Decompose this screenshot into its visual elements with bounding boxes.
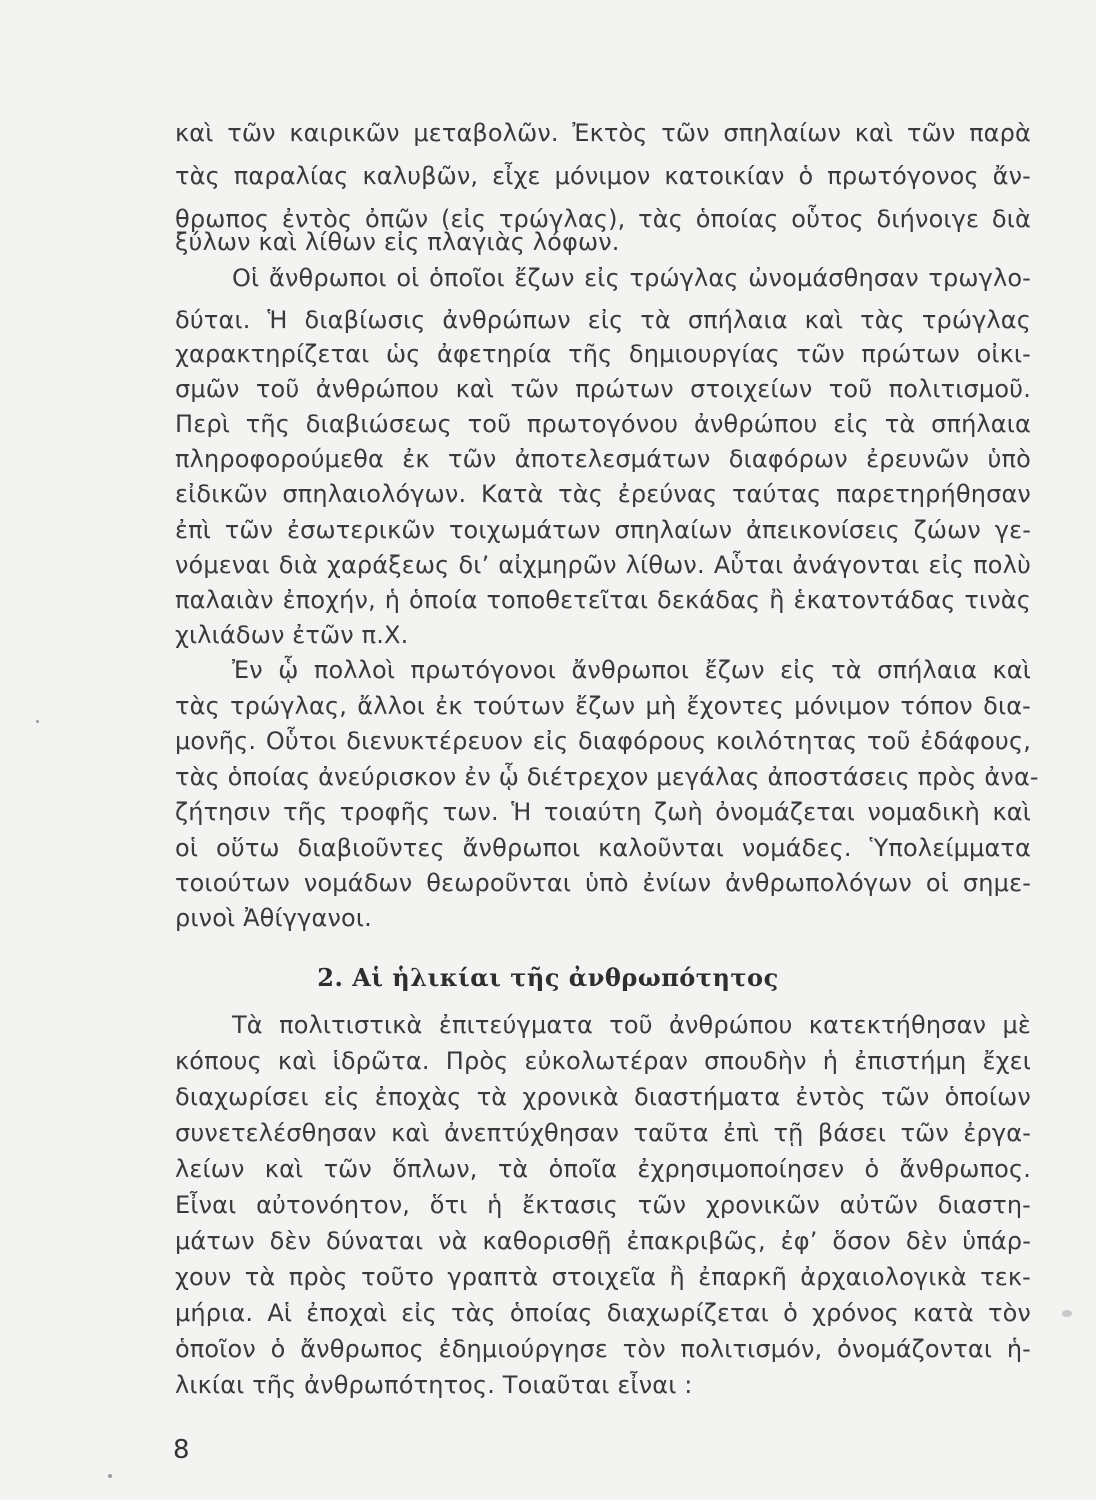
text-line: θρωπος ἐντὸς ὀπῶν (εἰς τρώγλας), τὰς ὁποίας οὗτος διήνοιγε διὰ: [175, 205, 1031, 233]
paper-speck: [36, 720, 39, 723]
text-line: πληροφορούμεθα ἐκ τῶν ἀποτελεσμάτων διαφόρων ἐρευνῶν ὑπὸ: [175, 445, 1031, 473]
text-line: ρινοὶ Ἀθίγγανοι.: [175, 904, 372, 932]
paper-speck: [108, 1474, 112, 1478]
text-line: Ἐν ᾧ πολλοὶ πρωτόγονοι ἄνθρωποι ἔζων εἰς τὰ σπήλαια καὶ: [232, 656, 1031, 684]
text-line: εἰδικῶν σπηλαιολόγων. Κατὰ τὰς ἐρεύνας ταύτας παρετηρήθησαν: [175, 480, 1031, 508]
text-line: νόμεναι διὰ χαράξεως δι’ αἰχμηρῶν λίθων. Αὗται ἀνάγονται εἰς πολὺ: [175, 551, 1031, 579]
text-line: μάτων δὲν δύναται νὰ καθορισθῇ ἐπακριβῶς, ἐφ’ ὅσον δὲν ὑπάρ-: [175, 1227, 1031, 1255]
text-line: Εἶναι αὐτονόητον, ὅτι ἡ ἔκτασις τῶν χρονικῶν αὐτῶν διαστη-: [175, 1191, 1031, 1219]
text-line: τὰς ὁποίας ἀνεύρισκον ἐν ᾧ διέτρεχον μεγάλας ἀποστάσεις πρὸς ἀνα-: [175, 763, 1039, 791]
text-line: οἱ οὕτω διαβιοῦντες ἄνθρωποι καλοῦνται νομάδες. Ὑπολείμματα: [175, 834, 1031, 862]
text-line: χιλιάδων ἐτῶν π.Χ.: [175, 621, 409, 649]
text-line: τὰς παραλίας καλυβῶν, εἶχε μόνιμον κατοικίαν ὁ πρωτόγονος ἄν-: [175, 162, 1031, 190]
page-number: 8: [173, 1435, 190, 1465]
text-line: ξύλων καὶ λίθων εἰς πλαγιὰς λόφων.: [175, 228, 620, 256]
text-line: παλαιὰν ἐποχήν, ἡ ὁποία τοποθετεῖται δεκάδας ἢ ἑκατοντάδας τινὰς: [175, 586, 1031, 614]
text-line: καὶ τῶν καιρικῶν μεταβολῶν. Ἐκτὸς τῶν σπηλαίων καὶ τῶν παρὰ: [175, 119, 1031, 147]
text-line: ζήτησιν τῆς τροφῆς των. Ἡ τοιαύτη ζωὴ ὀνομάζεται νομαδικὴ καὶ: [175, 798, 1031, 826]
text-line: μήρια. Αἱ ἐποχαὶ εἰς τὰς ὁποίας διαχωρίζεται ὁ χρόνος κατὰ τὸν: [175, 1299, 1031, 1327]
text-line: χαρακτηρίζεται ὡς ἀφετηρία τῆς δημιουργίας τῶν πρώτων οἰκι-: [175, 340, 1031, 368]
text-line: μονῆς. Οὗτοι διενυκτέρευον εἰς διαφόρους κοιλότητας τοῦ ἐδάφους,: [175, 727, 1031, 755]
text-line: χουν τὰ πρὸς τοῦτο γραπτὰ στοιχεῖα ἢ ἐπαρκῆ ἀρχαιολογικὰ τεκ-: [175, 1263, 1031, 1291]
section-heading: 2. Αἱ ἡλικίαι τῆς ἀνθρωπότητος: [317, 963, 779, 992]
text-line: κόπους καὶ ἱδρῶτα. Πρὸς εὐκολωτέραν σπουδὴν ἡ ἐπιστήμη ἔχει: [175, 1047, 1031, 1075]
text-line: δύται. Ἡ διαβίωσις ἀνθρώπων εἰς τὰ σπήλαια καὶ τὰς τρώγλας: [175, 306, 1031, 334]
text-line: ἐπὶ τῶν ἐσωτερικῶν τοιχωμάτων σπηλαίων ἀπεικονίσεις ζώων γε-: [175, 516, 1031, 544]
text-line: σμῶν τοῦ ἀνθρώπου καὶ τῶν πρώτων στοιχείων τοῦ πολιτισμοῦ.: [175, 375, 1031, 403]
text-line: συνετελέσθησαν καὶ ἀνεπτύχθησαν ταῦτα ἐπὶ τῇ βάσει τῶν ἐργα-: [175, 1119, 1031, 1147]
paper-smudge: [1062, 1310, 1072, 1317]
text-line: τοιούτων νομάδων θεωροῦνται ὑπὸ ἐνίων ἀνθρωπολόγων οἱ σημε-: [175, 869, 1031, 897]
text-line: τὰς τρώγλας, ἄλλοι ἐκ τούτων ἔζων μὴ ἔχοντες μόνιμον τόπον δια-: [175, 692, 1031, 720]
text-line: διαχωρίσει εἰς ἐποχὰς τὰ χρονικὰ διαστήματα ἐντὸς τῶν ὁποίων: [175, 1083, 1031, 1111]
text-line: ὁποῖον ὁ ἄνθρωπος ἐδημιούργησε τὸν πολιτισμόν, ὀνομάζονται ἡ-: [175, 1335, 1031, 1363]
text-line: Οἱ ἄνθρωποι οἱ ὁποῖοι ἔζων εἰς τρώγλας ὠνομάσθησαν τρωγλο-: [232, 264, 1031, 292]
text-line: Περὶ τῆς διαβιώσεως τοῦ πρωτογόνου ἀνθρώπου εἰς τὰ σπήλαια: [175, 410, 1031, 438]
text-line: Τὰ πολιτιστικὰ ἐπιτεύγματα τοῦ ἀνθρώπου κατεκτήθησαν μὲ: [232, 1011, 1031, 1039]
text-line: λικίαι τῆς ἀνθρωπότητος. Τοιαῦται εἶναι :: [175, 1371, 693, 1399]
text-line: λείων καὶ τῶν ὅπλων, τὰ ὁποῖα ἐχρησιμοποίησεν ὁ ἄνθρωπος.: [175, 1155, 1031, 1183]
